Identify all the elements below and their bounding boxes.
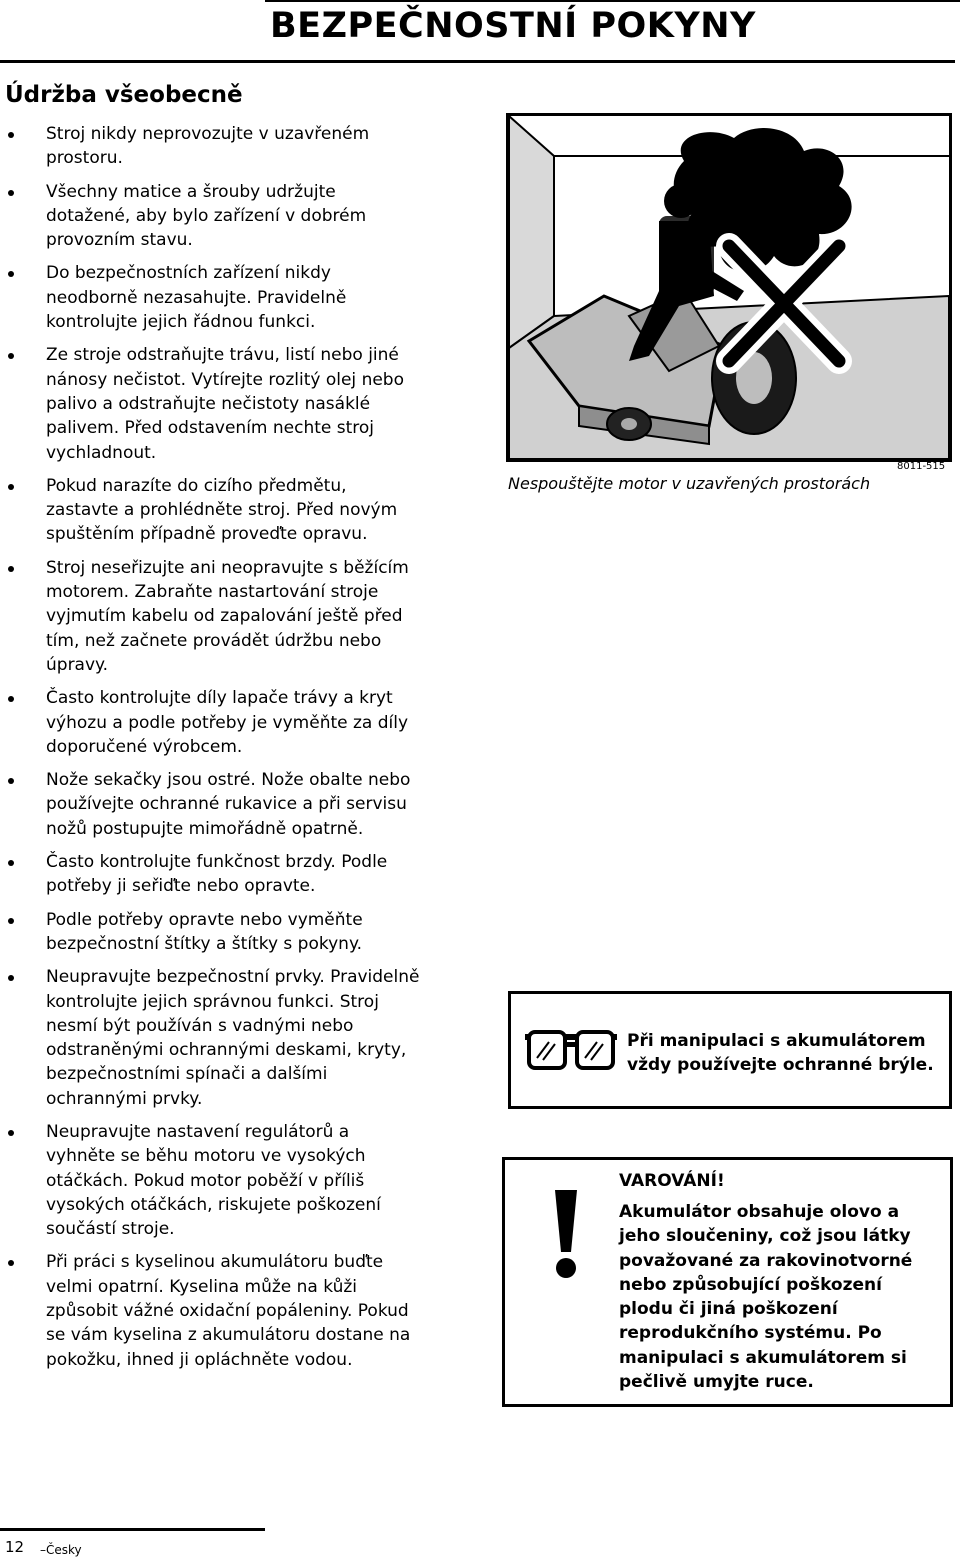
bullet-icon [8,778,14,784]
safety-goggles-icon [523,1018,619,1076]
list-item [0,768,420,841]
bullet-icon [8,190,14,196]
figure-caption: Nespouštějte motor v uzavřených prostorách [508,474,871,493]
list-item [0,474,420,547]
list-item-text: Neupravujte nastavení regulátorů a vyhněte se běhu motoru ve vysokých otáčkách. Pokud motor poběží v příliš vysokých otáčkách, riskujete poškození součástí stroje. [46,1121,381,1240]
page-title: BEZPEČNOSTNÍ POKYNY [270,6,756,46]
warning-text: Akumulátor obsahuje olovo a jeho sloučeniny, což jsou látky považované za rakovinotvorné nebo způsobující poškození plodu či jiná poškození reprodukčního systému. Po manipulaci s akumulátorem si pečlivě umyjte ruce. [619,1202,913,1393]
figure-code: 8011-515 [897,461,946,472]
list-item-text: Při práci s kyselinou akumulátoru buďte velmi opatrní. Kyselina může na kůži způsobit vážné oxidační popáleniny. Pokud se vám kyselina z akumulátoru dostane na pokožku, ihned ji opláchněte vodou. [46,1252,411,1370]
footer-language: –Česky [40,1543,82,1557]
section-rule [0,60,955,63]
bullet-icon [8,1130,14,1136]
list-item [0,261,420,334]
maintenance-list [0,122,420,1381]
list-item-text: Pokud narazíte do cizího předmětu, zastavte a prohlédněte stroj. Před novým spuštěním případně proveďte opravu. [46,475,398,545]
list-item [0,180,420,253]
list-item [0,850,420,899]
list-item-text: Stroj neseřizujte ani neopravujte s běžícím motorem. Zabraňte nastartování stroje vyjmutím kabelu od zapalování ještě před tím, než začnete provádět údržbu nebo úpravy. [46,557,409,675]
bullet-icon [8,918,14,924]
mower-in-garage-prohibited-icon [506,113,952,462]
list-item [0,343,420,464]
bullet-icon [8,975,14,981]
page-number: 12 [5,1538,25,1556]
list-item-text: Do bezpečnostních zařízení nikdy neodborně nezasahujte. Pravidelně kontrolujte jejich řádnou funkci. [46,263,347,333]
list-item [0,908,420,957]
bullet-icon [8,860,14,866]
list-item [0,1120,420,1241]
bullet-icon [8,484,14,490]
list-item [0,556,420,677]
goggles-notice [508,991,952,1109]
header-rule [265,0,960,2]
list-item-text: Podle potřeby opravte nebo vyměňte bezpečnostní štítky a štítky s pokyny. [46,909,363,954]
goggles-notice-text: Při manipulaci s akumulátorem vždy používejte ochranné brýle. [627,1031,934,1075]
list-item-text: Často kontrolujte funkčnost brzdy. Podle potřeby ji seřiďte nebo opravte. [46,852,388,897]
bullet-icon [8,1260,14,1266]
illustration-svg [509,116,949,459]
list-item [0,965,420,1111]
exclamation-warning-icon [535,1188,597,1280]
bullet-icon [8,566,14,572]
list-item-text: Často kontrolujte díly lapače trávy a kryt výhozu a podle potřeby je vyměňte za díly doporučené výrobcem. [46,688,409,757]
bullet-icon [8,353,14,359]
warning-notice [502,1157,953,1407]
list-item [0,1250,420,1371]
bullet-icon [8,271,14,277]
list-item-text: Neupravujte bezpečnostní prvky. Pravidelně kontrolujte jejich správnou funkci. Stroj nesmí být používán s vadnými nebo odstraněnými ochrannými deskami, kryty, bezpečnostními spínači a dalšími ochrannými prvky. [46,967,420,1109]
list-item-text: Všechny matice a šrouby udržujte dotažené, aby bylo zařízení v dobrém provozním stavu. [46,181,367,251]
bullet-icon [8,132,14,138]
warning-title: VAROVÁNÍ! [619,1171,725,1191]
list-item [0,686,420,759]
list-item-text: Ze stroje odstraňujte trávu, listí nebo jiné nánosy nečistot. Vytírejte rozlitý olej nebo palivo a odstraňujte nečistoty nasáklé palivem. Před odstavením nechte stroj vychladnout. [46,345,404,463]
list-item [0,122,420,171]
footer-rule [0,1528,265,1531]
list-item-text: Nože sekačky jsou ostré. Nože obalte nebo používejte ochranné rukavice a při servisu nožů postupujte mimořádně opatrně. [46,770,411,839]
list-item-text: Stroj nikdy neprovozujte v uzavřeném prostoru. [46,124,370,169]
bullet-icon [8,696,14,702]
section-heading: Údržba všeobecně [5,82,243,108]
